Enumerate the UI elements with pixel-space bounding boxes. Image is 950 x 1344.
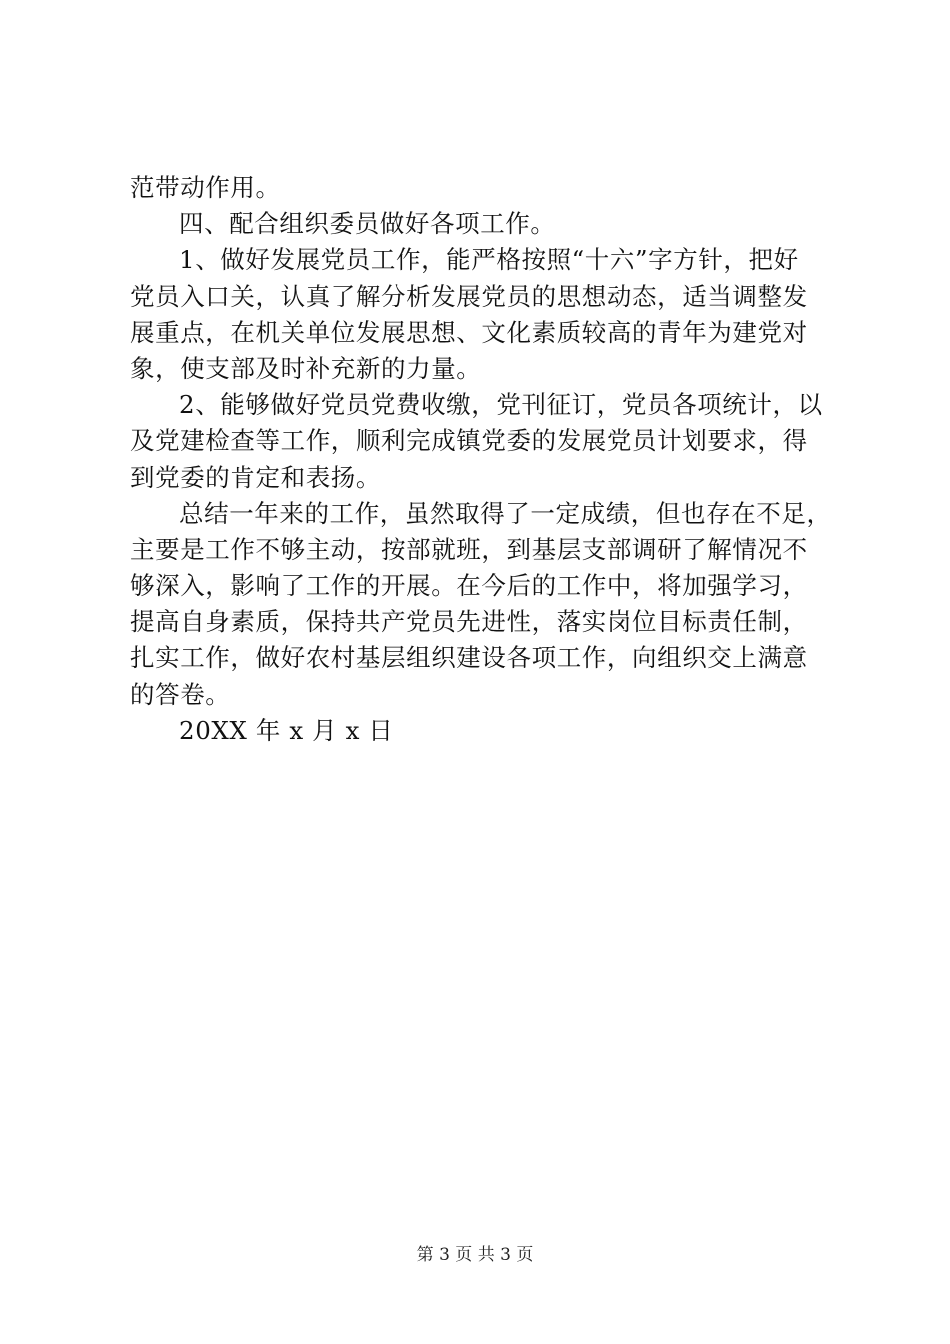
summary-paragraph-line-4: 提高自身素质，保持共产党员先进性，落实岗位目标责任制， xyxy=(130,607,808,637)
document-date: 20XX 年 x 月 x 日 xyxy=(179,715,394,745)
summary-paragraph-line-2: 主要是工作不够主动，按部就班，到基层支部调研了解情况不 xyxy=(130,534,808,564)
paragraph-item-1-line-3: 展重点，在机关单位发展思想、文化素质较高的青年为建党对 xyxy=(130,317,808,347)
paragraph-item-1-line-1: 1、做好发展党员工作，能严格按照“十六”字方针，把好 xyxy=(179,245,799,275)
document-body xyxy=(130,170,835,749)
paragraph-item-2-line-2: 及党建检查等工作，顺利完成镇党委的发展党员计划要求，得 xyxy=(130,426,808,456)
paragraph-item-1-line-2: 党员入口关，认真了解分析发展党员的思想动态，适当调整发 xyxy=(130,281,808,311)
paragraph-item-1-line-4: 象，使支部及时补充新的力量。 xyxy=(130,353,482,383)
paragraph-item-2-line-1: 2、能够做好党员党费收缴，党刊征订，党员各项统计，以 xyxy=(179,390,823,420)
summary-paragraph-line-6: 的答卷。 xyxy=(130,679,231,709)
section-heading-4: 四、配合组织委员做好各项工作。 xyxy=(179,209,556,239)
page-footer: 第 3 页 共 3 页 xyxy=(416,1245,534,1265)
summary-paragraph-line-3: 够深入，影响了工作的开展。在今后的工作中，将加强学习， xyxy=(130,571,808,601)
text-line-continuation: 范带动作用。 xyxy=(130,173,281,202)
paragraph-item-2-line-3: 到党委的肯定和表扬。 xyxy=(130,462,381,492)
summary-paragraph-line-5: 扎实工作，做好农村基层组织建设各项工作，向组织交上满意 xyxy=(130,643,808,673)
summary-paragraph-line-1: 总结一年来的工作，虽然取得了一定成绩，但也存在不足， xyxy=(179,498,832,528)
